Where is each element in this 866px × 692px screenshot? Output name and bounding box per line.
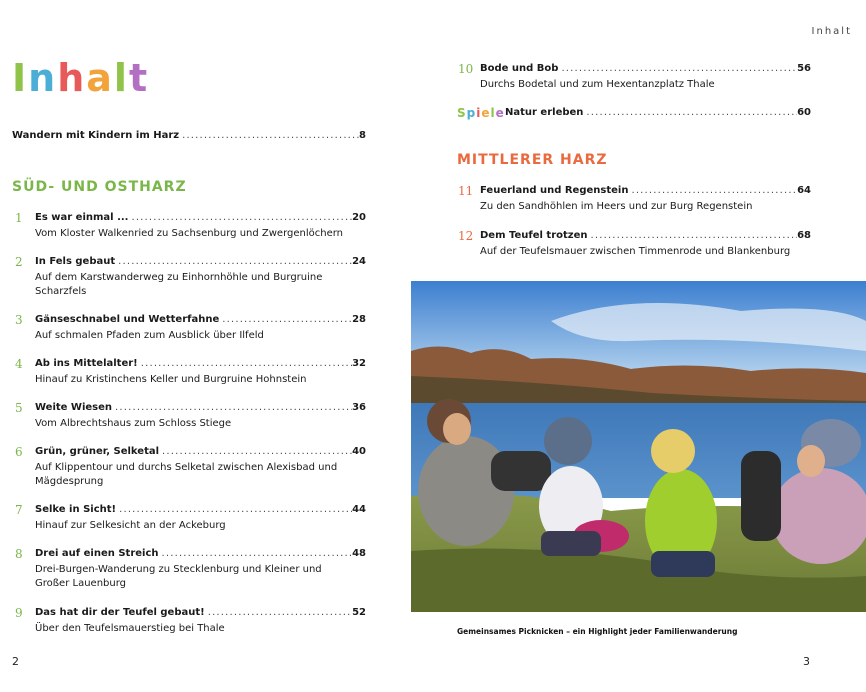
toc-entry-title: Grün, grüner, Selketal bbox=[35, 446, 160, 457]
page-number-right: 3 bbox=[803, 655, 810, 668]
toc-entry-4[interactable] bbox=[15, 357, 366, 387]
toc-entry-subtitle: Drei-Burgen-Wanderung zu Stecklenburg und Kleiner und bbox=[35, 564, 322, 575]
spiele-letter: p bbox=[466, 106, 477, 120]
toc-entry-subtitle: Über den Teufelsmauerstieg bei Thale bbox=[35, 623, 225, 634]
photo-caption: Gemeinsames Picknicken – ein Highlight jeder Familienwanderung bbox=[457, 627, 738, 636]
toc-entry-8[interactable] bbox=[15, 547, 366, 591]
toc-entry-12[interactable] bbox=[458, 229, 811, 259]
leader-dots bbox=[179, 129, 359, 143]
toc-entry-title: Wandern mit Kindern im Harz bbox=[12, 130, 180, 141]
toc-entry-7[interactable] bbox=[15, 503, 366, 533]
toc-entry-title: Das hat dir der Teufel gebaut! bbox=[35, 607, 205, 618]
entry-number: 11 bbox=[458, 184, 474, 198]
toc-entry-3[interactable] bbox=[15, 313, 366, 343]
toc-entry-11[interactable] bbox=[458, 184, 811, 214]
toc-entry-subtitle: Auf Klippentour und durchs Selketal zwischen Alexisbad und bbox=[35, 462, 338, 473]
entry-number: 1 bbox=[15, 211, 23, 225]
leader-dots bbox=[588, 229, 798, 243]
toc-entry-title: Gänseschnabel und Wetterfahne bbox=[35, 314, 220, 325]
entry-number: 10 bbox=[458, 62, 474, 76]
leader-dots bbox=[116, 503, 352, 517]
entry-number: 2 bbox=[15, 255, 23, 269]
toc-entry-title: Natur erleben bbox=[505, 107, 584, 118]
toc-entry-subtitle: Hinauf zu Kristinchens Keller und Burgruine Hohnstein bbox=[35, 374, 307, 385]
entry-number: 7 bbox=[15, 503, 23, 517]
spiele-letter: i bbox=[476, 106, 482, 120]
toc-entry-page: 44 bbox=[352, 504, 366, 515]
toc-entry-title: Bode und Bob bbox=[480, 63, 559, 74]
toc-entry-spiele[interactable] bbox=[505, 106, 811, 120]
toc-entry-5[interactable] bbox=[15, 401, 366, 431]
toc-entry-subtitle: Vom Kloster Walkenried zu Sachsenburg und Zwergenlöchern bbox=[35, 228, 344, 239]
toc-entry-title: Selke in Sicht! bbox=[35, 504, 117, 515]
leader-dots bbox=[159, 445, 352, 459]
entry-number: 6 bbox=[15, 445, 23, 459]
toc-entry-title: Ab ins Mittelalter! bbox=[35, 358, 138, 369]
toc-entry-title: Drei auf einen Streich bbox=[35, 548, 159, 559]
toc-entry-page: 40 bbox=[352, 446, 366, 457]
toc-entry-page: 56 bbox=[797, 63, 811, 74]
entry-number: 5 bbox=[15, 401, 23, 415]
spiele-label bbox=[457, 106, 505, 120]
leader-dots bbox=[128, 211, 352, 225]
toc-entry-title: Feuerland und Regenstein bbox=[480, 185, 629, 196]
spiele-letter: e bbox=[481, 106, 491, 120]
leader-dots bbox=[628, 184, 797, 198]
toc-entry-2[interactable] bbox=[15, 255, 366, 299]
toc-entry-subtitle: Vom Albrechtshaus zum Schloss Stiege bbox=[35, 418, 232, 429]
title-letter: a bbox=[86, 56, 114, 100]
toc-entry-page: 68 bbox=[797, 230, 811, 241]
entry-number: 12 bbox=[458, 229, 474, 243]
toc-entry-subtitle: Großer Lauenburg bbox=[35, 578, 126, 589]
leader-dots bbox=[205, 606, 352, 620]
title-letter: h bbox=[57, 56, 87, 100]
toc-entry-subtitle: Zu den Sandhöhlen im Heers und zur Burg Regenstein bbox=[480, 201, 753, 212]
leader-dots bbox=[138, 357, 352, 371]
title-letter: t bbox=[128, 56, 150, 100]
toc-entry-page: 36 bbox=[352, 402, 366, 413]
toc-entry-page: 64 bbox=[797, 185, 811, 196]
toc-entry-page: 52 bbox=[352, 607, 366, 618]
section-heading-mittlerer-harz: MITTLERER HARZ bbox=[457, 152, 608, 168]
toc-entry-page: 32 bbox=[352, 358, 366, 369]
toc-entry-subtitle: Hinauf zur Selkesicht an der Ackeburg bbox=[35, 520, 226, 531]
entry-number: 8 bbox=[15, 547, 23, 561]
toc-entry-subtitle: Scharzfels bbox=[35, 286, 87, 297]
toc-entry-page: 28 bbox=[352, 314, 366, 325]
entry-number: 4 bbox=[15, 357, 23, 371]
toc-entry-title: Weite Wiesen bbox=[35, 402, 113, 413]
leader-dots bbox=[159, 547, 353, 561]
toc-entry-page: 20 bbox=[352, 212, 366, 223]
toc-entry-title: Es war einmal ... bbox=[35, 212, 129, 223]
leader-dots bbox=[583, 106, 797, 120]
toc-entry-page: 8 bbox=[359, 130, 366, 141]
leader-dots bbox=[219, 313, 352, 327]
title-letter: n bbox=[28, 56, 58, 100]
title-letter: I bbox=[12, 56, 29, 100]
spiele-letter: S bbox=[457, 106, 467, 120]
section-heading-sued-ostharz: SÜD- UND OSTHARZ bbox=[12, 179, 187, 195]
toc-entry-page: 48 bbox=[352, 548, 366, 559]
leader-dots bbox=[558, 62, 797, 76]
toc-entry-title: Dem Teufel trotzen bbox=[480, 230, 588, 241]
toc-entry-6[interactable] bbox=[15, 445, 366, 489]
toc-entry-subtitle: Auf der Teufelsmauer zwischen Timmenrode und Blankenburg bbox=[480, 246, 791, 257]
toc-entry-subtitle: Auf dem Karstwanderweg zu Einhornhöhle und Burgruine bbox=[35, 272, 323, 283]
toc-entry-1[interactable] bbox=[15, 211, 366, 241]
leader-dots bbox=[115, 255, 352, 269]
toc-entry-page: 24 bbox=[352, 256, 366, 267]
spiele-letter: l bbox=[490, 106, 496, 120]
toc-entry-subtitle: Mägdesprung bbox=[35, 476, 104, 487]
toc-entry-subtitle: Auf schmalen Pfaden zum Ausblick über Ilfeld bbox=[35, 330, 264, 341]
toc-entry-10[interactable] bbox=[458, 62, 811, 92]
entry-number: 9 bbox=[15, 606, 23, 620]
toc-entry-page: 60 bbox=[797, 107, 811, 118]
toc-entry-9[interactable] bbox=[15, 606, 366, 636]
toc-entry-subtitle: Durchs Bodetal und zum Hexentanzplatz Thale bbox=[480, 79, 715, 90]
family-picnic-photo bbox=[411, 281, 866, 612]
leader-dots bbox=[112, 401, 352, 415]
page-number-left: 2 bbox=[12, 655, 19, 668]
toc-intro-entry[interactable] bbox=[12, 129, 366, 143]
entry-number: 3 bbox=[15, 313, 23, 327]
spiele-letter: e bbox=[495, 106, 505, 120]
title-letter: l bbox=[113, 56, 129, 100]
page-title bbox=[12, 56, 149, 100]
toc-entry-title: In Fels gebaut bbox=[35, 256, 116, 267]
running-head: Inhalt bbox=[811, 26, 852, 37]
